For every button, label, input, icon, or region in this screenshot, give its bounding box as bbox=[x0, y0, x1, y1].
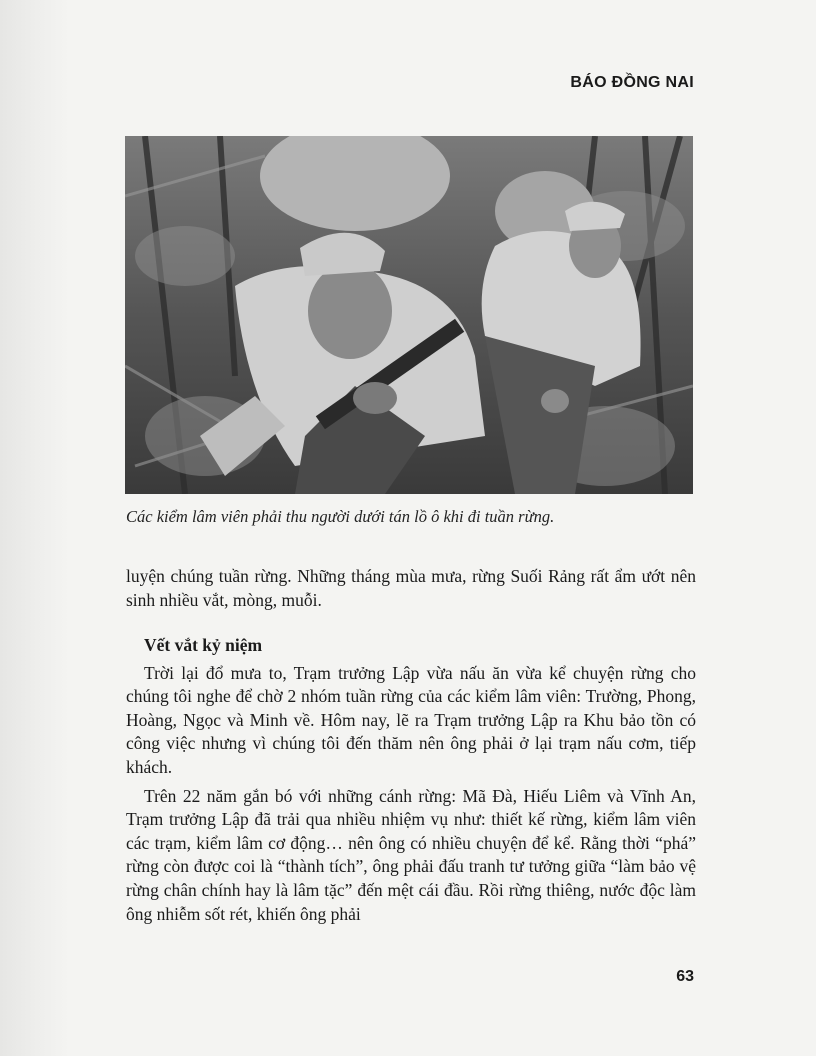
paragraph-text: Trên 22 năm gắn bó với những cánh rừng: Mã Đà, Hiếu Liêm và Vĩnh An, Trạm trưởng Lập đã trải qua nhiều nhiệm vụ như: thiết kế rừng, kiểm lâm viên các trạm, kiểm lâm cơ động… nên ông có nhiều chuyện để kể. Rằng thời “phá” rừng còn được coi là “thành tích”, ông phải đấu tranh tư tưởng giữa “làm bảo vệ rừng chân chính hay là lâm tặc” đến mệt cái đầu. Rồi rừng thiêng, nước độc làm ông nhiễm sốt rét, khiến ông phải bbox=[126, 785, 696, 924]
paragraph-text: Trời lại đổ mưa to, Trạm trưởng Lập vừa nấu ăn vừa kể chuyện rừng cho chúng tôi nghe để chờ 2 nhóm tuần rừng của các kiểm lâm viên: Trường, Phong, Hoàng, Ngọc và Minh về. Hôm nay, lẽ ra Trạm trưởng Lập ra Khu bảo tồn có công việc nhưng vì chúng tôi đến thăm nên ông phải ở lại trạm nấu cơm, tiếp khách. bbox=[126, 662, 696, 777]
forest-patrol-photo bbox=[125, 136, 693, 494]
paragraph-text: luyện chúng tuần rừng. Những tháng mùa mưa, rừng Suối Rảng rất ẩm ướt nên sinh nhiều vắt, mòng, muỗi. bbox=[126, 566, 696, 610]
page-number: 63 bbox=[676, 968, 694, 985]
running-header: BÁO ĐỒNG NAI bbox=[570, 74, 694, 91]
continuation-paragraph bbox=[126, 565, 696, 612]
article-section bbox=[126, 634, 696, 931]
page-binding-shadow bbox=[0, 0, 70, 1056]
section-title: Vết vắt kỷ niệm bbox=[144, 635, 263, 655]
photo-caption: Các kiểm lâm viên phải thu người dưới tán lồ ô khi đi tuần rừng. bbox=[126, 507, 555, 526]
